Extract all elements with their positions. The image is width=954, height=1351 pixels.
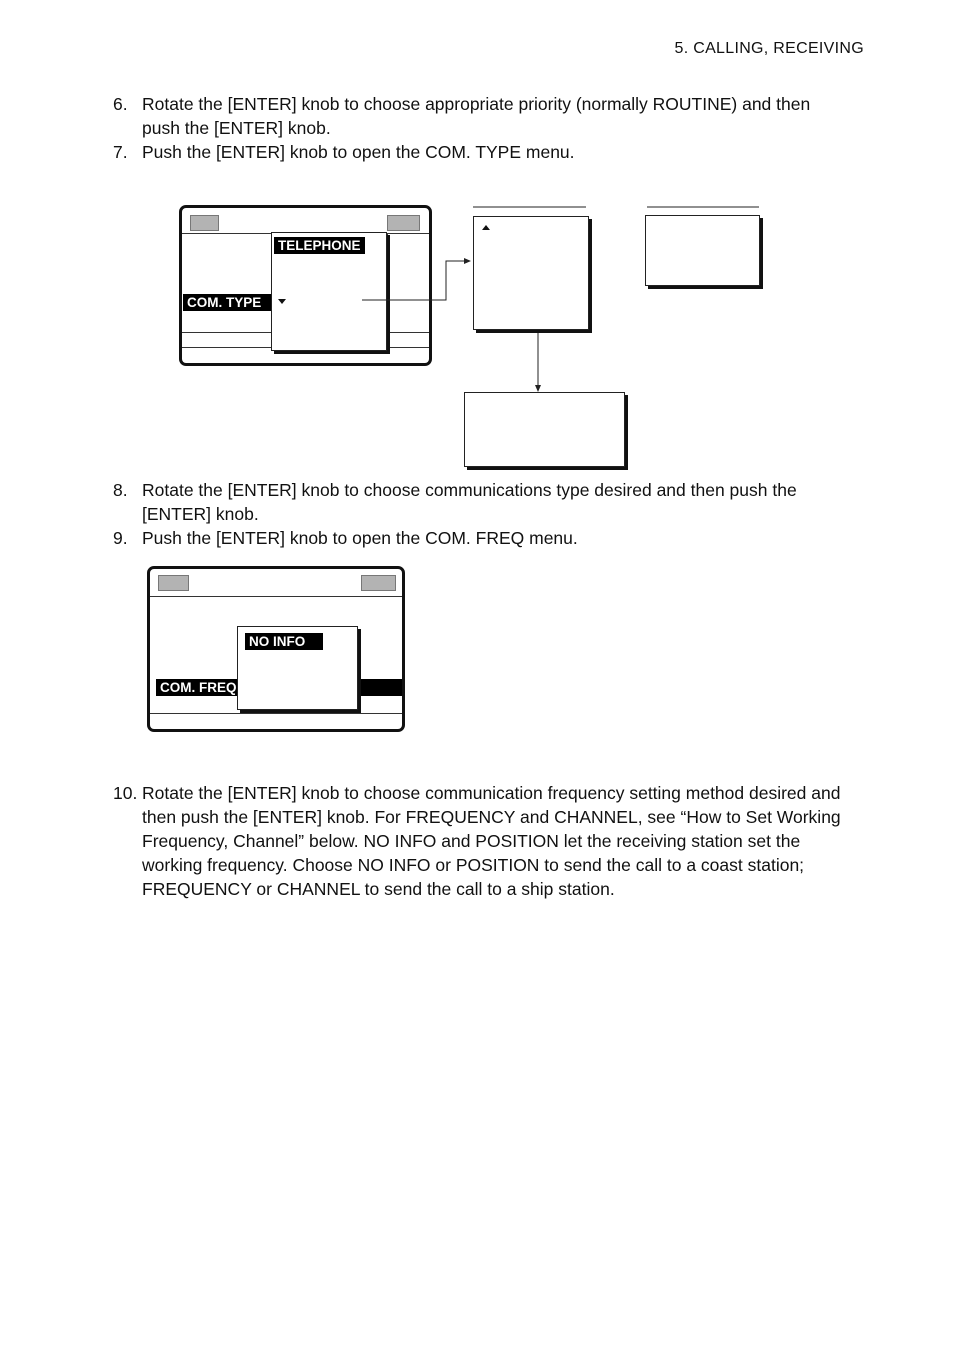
step-text: Rotate the [ENTER] knob to choose communication frequency setting method desired and then push the [ENTER] knob. For FREQUENCY and CHANNEL, see “How to Set Working Frequency, Channel” below. NO INFO and POSITION let the receiving station set the working frequency. Choose NO INFO or POSITION to send the call to a coast station; FREQUENCY or CHANNEL to send the call to a ship station. (142, 783, 841, 899)
step-text: Push the [ENTER] knob to open the COM. FREQ menu. (142, 528, 578, 548)
step-number: 8. (113, 480, 128, 500)
option-no-info[interactable]: NO INFO (245, 633, 323, 650)
step-8 (113, 478, 853, 526)
step-number: 9. (113, 528, 128, 548)
step-number: 10. (113, 783, 138, 803)
step-number: 6. (113, 94, 128, 114)
options-box-page-2 (645, 215, 760, 286)
section-header: 5. CALLING, RECEIVING (674, 40, 864, 57)
com-type-field-label: COM. TYPE (183, 294, 275, 311)
option-telephone[interactable]: TELEPHONE (274, 237, 365, 254)
scroll-up-icon (482, 225, 490, 230)
step-text: Rotate the [ENTER] knob to choose appropriate priority (normally ROUTINE) and then push the [ENTER] knob. (142, 94, 811, 138)
step-number: 7. (113, 142, 128, 162)
step-text: Push the [ENTER] knob to open the COM. TYPE menu. (142, 142, 575, 162)
screen-tab-left (158, 575, 189, 591)
screen-tab-right (361, 575, 396, 591)
screen-divider (150, 596, 402, 597)
options-box-page-1 (473, 216, 589, 330)
com-freq-popup-menu[interactable] (237, 626, 358, 710)
options-box-page-3 (464, 392, 625, 467)
com-freq-field-label: COM. FREQ (156, 679, 402, 696)
step-10 (113, 781, 853, 901)
step-9 (113, 526, 853, 550)
screen-divider (150, 713, 402, 714)
step-text: Rotate the [ENTER] knob to choose communications type desired and then push the [ENTER] knob. (142, 480, 797, 524)
